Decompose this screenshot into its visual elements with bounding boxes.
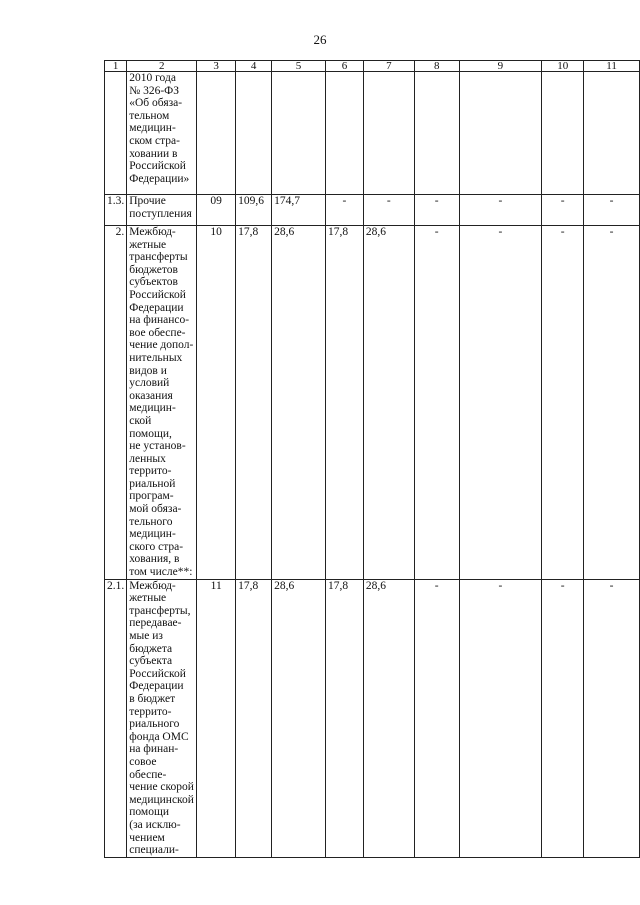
name-line: ской помощи, [129, 414, 172, 440]
name-line: субъекта [129, 655, 173, 668]
column-header: 3 [197, 61, 236, 72]
page-number: 26 [313, 32, 327, 47]
name-line: Федерации [129, 680, 184, 693]
name-line: трансферты [129, 251, 188, 264]
column-header: 7 [363, 61, 414, 72]
name-line: 2010 года [129, 72, 176, 84]
table-row [105, 72, 640, 195]
name-line: «Об обяза- [129, 97, 183, 110]
name-line: хования, в [129, 553, 180, 566]
name-line: медицинской [129, 793, 194, 806]
name-line: том числе**: [129, 566, 193, 579]
cell-col10: - [542, 579, 584, 857]
name-line: трансферты, [129, 604, 191, 617]
name-line: Федерации» [129, 172, 190, 185]
name-line: бюджета [129, 642, 173, 655]
cell-col4: 17,8 [236, 579, 272, 857]
name-line: чение допол- [129, 339, 194, 352]
cell-col9: - [459, 226, 542, 580]
row-number [105, 72, 127, 195]
name-line: ховании в [129, 147, 178, 160]
name-line: поступления [129, 207, 192, 220]
cell-col8: - [414, 195, 459, 226]
cell-col5: 28,6 [272, 226, 326, 580]
name-line: вое обеспе- [129, 326, 186, 339]
name-line: Межбюд- [129, 579, 176, 592]
column-header: 8 [414, 61, 459, 72]
row-code: 09 [197, 195, 236, 226]
column-header: 1 [105, 61, 127, 72]
table-row [105, 226, 640, 580]
column-header: 5 [272, 61, 326, 72]
cell-col4 [236, 72, 272, 195]
cell-col7: 28,6 [363, 579, 414, 857]
name-line: жетные [129, 592, 167, 605]
table-row [105, 195, 640, 226]
name-line: Российской [129, 667, 186, 680]
row-name [127, 72, 197, 195]
cell-col7: - [363, 195, 414, 226]
cell-col6 [325, 72, 363, 195]
cell-col7: 28,6 [363, 226, 414, 580]
name-line: субъектов [129, 276, 178, 289]
name-line: чением [129, 831, 165, 844]
row-number: 2.1. [105, 579, 127, 857]
column-header: 11 [584, 61, 640, 72]
cell-col4: 109,6 [236, 195, 272, 226]
row-number: 1.3. [105, 195, 127, 226]
name-line: совое обеспе- [129, 755, 167, 781]
cell-col10 [542, 72, 584, 195]
name-line: не установ- [129, 440, 186, 453]
cell-col11: - [584, 579, 640, 857]
row-name [127, 579, 197, 857]
name-line: Прочие [129, 195, 166, 207]
budget-table [104, 60, 640, 858]
name-line: помощи [129, 806, 169, 819]
name-line: риального [129, 718, 180, 731]
name-line: на финан- [129, 743, 179, 756]
column-header: 4 [236, 61, 272, 72]
name-line: медицин- [129, 402, 176, 415]
name-line: Федерации [129, 301, 184, 314]
name-line: мые из [129, 630, 163, 642]
name-line: ленных [129, 452, 166, 465]
name-line: фонда ОМС [129, 730, 189, 743]
cell-col10: - [542, 195, 584, 226]
name-line: видов и [129, 364, 167, 377]
name-line: тельном [129, 109, 170, 122]
name-line: ского стра- [129, 540, 184, 553]
column-header: 9 [459, 61, 542, 72]
name-line: условий [129, 377, 170, 390]
cell-col9 [459, 72, 542, 195]
name-line: бюджетов [129, 263, 178, 276]
column-header: 10 [542, 61, 584, 72]
name-line: оказания [129, 389, 173, 402]
name-line: жетные [129, 238, 167, 251]
cell-col6: - [325, 195, 363, 226]
cell-col8: - [414, 226, 459, 580]
cell-col6: 17,8 [325, 226, 363, 580]
name-line: тельного [129, 515, 173, 528]
name-line: на финансо- [129, 314, 190, 327]
name-line: террито- [129, 705, 172, 718]
cell-col4: 17,8 [236, 226, 272, 580]
row-name [127, 195, 197, 226]
name-line: (за исклю- [129, 818, 181, 831]
column-header: 6 [325, 61, 363, 72]
row-name [127, 226, 197, 580]
cell-col8: - [414, 579, 459, 857]
name-line: Российской [129, 288, 186, 301]
cell-col8 [414, 72, 459, 195]
row-code: 10 [197, 226, 236, 580]
name-line: чение скорой [129, 781, 194, 794]
cell-col9: - [459, 579, 542, 857]
name-line: Межбюд- [129, 226, 176, 238]
name-line: террито- [129, 465, 172, 478]
cell-col5 [272, 72, 326, 195]
name-line: медицин- [129, 528, 176, 541]
cell-col6: 17,8 [325, 579, 363, 857]
name-line: риальной [129, 477, 176, 490]
cell-col11: - [584, 226, 640, 580]
cell-col11 [584, 72, 640, 195]
cell-col9: - [459, 195, 542, 226]
name-line: Российской [129, 160, 186, 173]
table-row [105, 579, 640, 857]
column-header: 2 [127, 61, 197, 72]
name-line: в бюджет [129, 692, 176, 705]
row-code: 11 [197, 579, 236, 857]
name-line: нительных [129, 351, 183, 364]
cell-col5: 174,7 [272, 195, 326, 226]
name-line: мой обяза- [129, 503, 182, 516]
cell-col5: 28,6 [272, 579, 326, 857]
name-line: специали- [129, 844, 179, 857]
name-line: програм- [129, 490, 174, 503]
name-line: № 326-ФЗ [129, 84, 180, 97]
row-code [197, 72, 236, 195]
cell-col10: - [542, 226, 584, 580]
cell-col7 [363, 72, 414, 195]
cell-col11: - [584, 195, 640, 226]
name-line: медицин- [129, 122, 176, 135]
column-number-row [105, 61, 640, 72]
name-line: передавае- [129, 617, 182, 630]
row-number: 2. [105, 226, 127, 580]
name-line: ском стра- [129, 134, 180, 147]
